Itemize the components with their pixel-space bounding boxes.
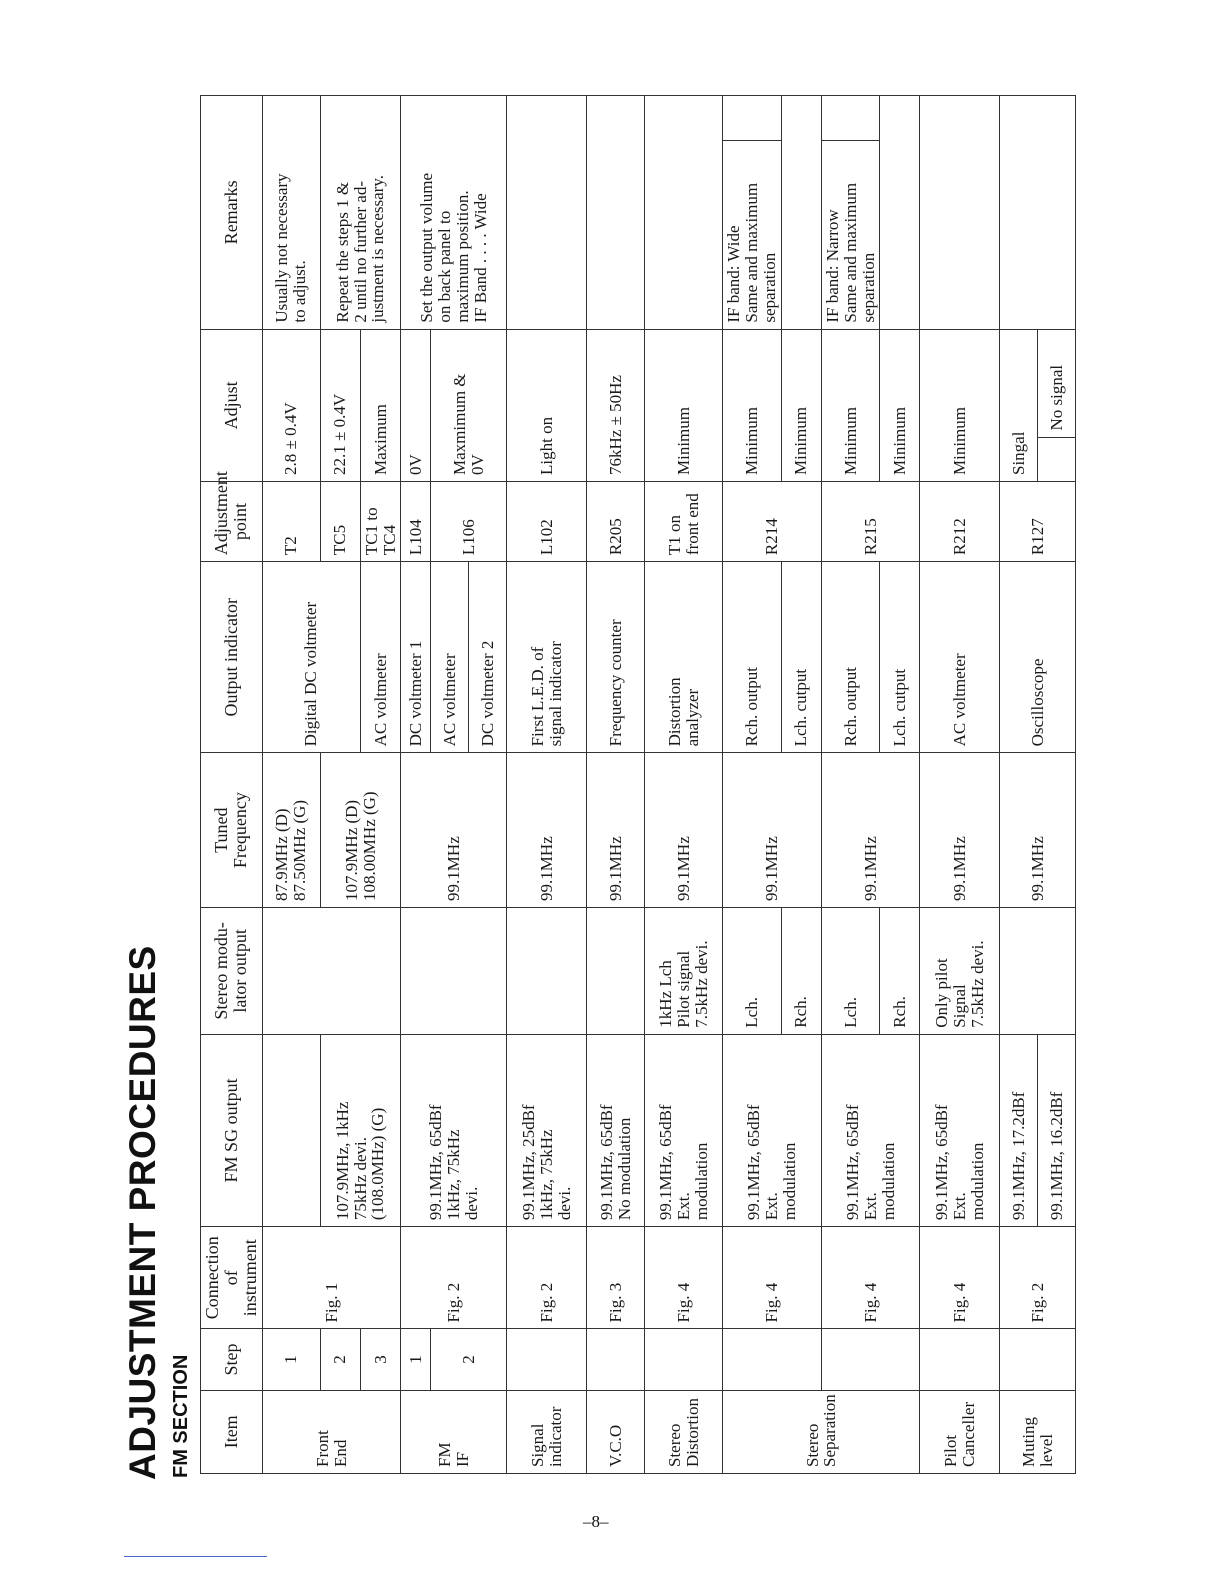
table-row [821, 96, 880, 1474]
adjust-cell: 0V [401, 329, 431, 481]
output-cell: Lch. cutput [781, 562, 821, 753]
connection-cell: Fig. 2 [401, 1227, 507, 1329]
fm-sg-cell: 99.1MHz, 16.2dBf [1038, 1034, 1076, 1226]
header-remarks: Remarks [201, 96, 263, 330]
fm-sg-cell: 99.1MHz, 65dBf Ext. modulation [821, 1034, 920, 1226]
page-title: ADJUSTMENT PROCEDURES [122, 945, 163, 1480]
adj-point-cell: L102 [507, 482, 587, 562]
step-cell [645, 1329, 723, 1390]
item-cell: Stereo Distortion [645, 1390, 723, 1473]
stereo-mod-cell: Rch. [781, 907, 821, 1034]
stereo-mod-cell [262, 907, 401, 1034]
fm-sg-cell: 99.1MHz, 65dBf 1kHz, 75kHz devi. [401, 1034, 507, 1226]
tuned-cell: 99.1MHz [821, 753, 920, 908]
output-cell: Lch. cutput [880, 562, 920, 753]
adjust-cell: No signal [1038, 329, 1076, 437]
tuned-cell: 99.1MHz [1000, 753, 1076, 908]
remarks-cell: Set the output volume on back panel to maximum position. IF Band . . . . Wide [401, 96, 507, 330]
output-cell: Digital DC voltmeter [262, 562, 360, 753]
output-cell: Rch. output [821, 562, 880, 753]
table-row [723, 96, 782, 1474]
stereo-mod-cell: Only pilot Signal 7.5kHz devi. [920, 907, 1000, 1034]
fm-sg-cell: 99.1MHz, 65dBf Ext. modulation [645, 1034, 723, 1226]
stereo-mod-cell [587, 907, 645, 1034]
table-row [262, 96, 320, 1474]
output-cell: Rch. output [723, 562, 782, 753]
step-cell [723, 1329, 822, 1390]
output-cell: DC voltmeter 2 [469, 562, 507, 753]
step-cell: 2 [431, 1329, 507, 1390]
connection-cell: Fig. 4 [723, 1227, 822, 1329]
output-cell: Frequency counter [587, 562, 645, 753]
fm-sg-cell: 107.9MHz, 1kHz 75kHz devi. (108.0MHz) (G) [320, 1034, 401, 1226]
section-title: FM SECTION [170, 1354, 192, 1478]
stereo-mod-cell [1000, 907, 1076, 1034]
header-stereo-mod: Stereo modu- lator output [201, 907, 263, 1034]
remarks-cell [880, 96, 920, 330]
step-cell: 2 [320, 1329, 360, 1390]
remarks-cell: IF band: Narrow Same and maximum separation [821, 140, 880, 329]
output-cell: Oscilloscope [1000, 562, 1076, 753]
tuned-cell: 99.1MHz [920, 753, 1000, 908]
item-cell: FM IF [401, 1390, 507, 1473]
step-cell [821, 1329, 920, 1390]
adj-point-cell: L104 [401, 482, 431, 562]
tuned-cell: 99.1MHz [507, 753, 587, 908]
footer-rule [124, 1556, 267, 1557]
adjust-cell: Light on [507, 329, 587, 481]
table-row [507, 96, 587, 1474]
adjust-cell: Singal [1000, 329, 1038, 481]
tuned-cell: 99.1MHz [723, 753, 822, 908]
header-output: Output indicator [201, 562, 263, 753]
connection-cell: Fig. 2 [1000, 1227, 1076, 1329]
output-cell: First L.E.D. of signal indicator [507, 562, 587, 753]
tuned-cell: 99.1MHz [401, 753, 507, 908]
adjust-cell: Minimum [880, 329, 920, 481]
remarks-cell [920, 96, 1000, 330]
adjust-cell: Minimum [723, 329, 782, 481]
adjust-cell: Minimum [920, 329, 1000, 481]
table-row [920, 96, 1000, 1474]
connection-cell: Fig. 1 [262, 1227, 401, 1329]
remarks-cell [781, 96, 821, 330]
remarks-cell: Repeat the steps 1 & 2 until no further ad- justment is necessary. [320, 96, 401, 330]
adj-point-cell: T1 on front end [645, 482, 723, 562]
header-row [201, 96, 263, 1474]
adjust-cell: 22.1 ± 0.4V [320, 329, 360, 481]
adjust-cell: Maximum [360, 329, 401, 481]
stereo-mod-cell: Lch. [821, 907, 880, 1034]
stereo-mod-cell: Lch. [723, 907, 782, 1034]
connection-cell: Fig. 4 [821, 1227, 920, 1329]
step-cell [1000, 1329, 1076, 1390]
adjust-cell: Maxmimum & 0V [431, 329, 507, 481]
fm-sg-cell: 99.1MHz, 17.2dBf [1000, 1034, 1038, 1226]
remarks-narrow-cell [821, 96, 880, 141]
stereo-mod-cell [507, 907, 587, 1034]
adj-point-cell: R212 [920, 482, 1000, 562]
adj-point-cell: TC5 [320, 482, 360, 562]
adjustment-table [200, 95, 1076, 1474]
page-number: –8– [583, 1512, 609, 1531]
remarks-cell [587, 96, 645, 330]
item-cell: Pilot Canceller [920, 1390, 1000, 1473]
adjust-cell: Minimum [821, 329, 880, 481]
tuned-cell: 107.9MHz (D) 108.00MHz (G) [320, 753, 401, 908]
item-cell: Muting level [1000, 1390, 1076, 1473]
header-connection: Connection of instrument [201, 1227, 263, 1329]
adj-point-cell: T2 [262, 482, 320, 562]
output-cell: AC voltmeter [920, 562, 1000, 753]
remarks-cell: Usually not necessary to adjust. [262, 96, 320, 330]
remarks-cell [507, 96, 587, 330]
adjust-cell: 2.8 ± 0.4V [262, 329, 320, 481]
header-tuned: Tuned Frequency [201, 753, 263, 908]
connection-cell: Fig. 3 [587, 1227, 645, 1329]
connection-cell: Fig. 4 [920, 1227, 1000, 1329]
adj-point-cell: R127 [1000, 482, 1076, 562]
stereo-mod-cell: Rch. [880, 907, 920, 1034]
adj-point-cell: R214 [723, 482, 822, 562]
table-row [645, 96, 723, 1474]
output-cell: AC voltmeter [431, 562, 469, 753]
adjust-cell: Minimum [781, 329, 821, 481]
item-cell: Stereo Separation [723, 1390, 920, 1473]
header-item: Item [201, 1390, 263, 1473]
adj-point-cell: TC1 to TC4 [360, 482, 401, 562]
remarks-cell: IF band: Wide Same and maximum separation [723, 140, 782, 329]
fm-sg-cell [262, 1034, 320, 1226]
tuned-cell: 87.9MHz (D) 87.50MHz (G) [262, 753, 320, 908]
table-row [1000, 96, 1038, 1474]
adj-point-cell: L106 [431, 482, 507, 562]
header-adjust: Adjust [201, 329, 263, 481]
fm-sg-cell: 99.1MHz, 65dBf Ext. modulation [920, 1034, 1000, 1226]
fm-sg-cell: 99.1MHz, 25dBf 1kHz, 75kHz devi. [507, 1034, 587, 1226]
fm-sg-cell: 99.1MHz, 65dBf No modulation [587, 1034, 645, 1226]
step-cell: 1 [262, 1329, 320, 1390]
tuned-cell: 99.1MHz [645, 753, 723, 908]
fm-sg-cell: 99.1MHz, 65dBf Ext. modulation [723, 1034, 822, 1226]
header-adj-point: Adjustment point [201, 482, 263, 562]
step-cell: 3 [360, 1329, 401, 1390]
header-step: Step [201, 1329, 263, 1390]
stereo-mod-cell [401, 907, 507, 1034]
output-cell: Distortion analyzer [645, 562, 723, 753]
step-cell [587, 1329, 645, 1390]
remarks-cell [1000, 96, 1076, 330]
adjust-spacer-cell [1038, 437, 1076, 481]
table-row [401, 96, 431, 1474]
item-cell: Signal indicator [507, 1390, 587, 1473]
output-cell: DC voltmeter 1 [401, 562, 431, 753]
item-cell: Front End [262, 1390, 401, 1473]
table-row [587, 96, 645, 1474]
remarks-cell [645, 96, 723, 330]
step-cell [507, 1329, 587, 1390]
adjust-cell: Minimum [645, 329, 723, 481]
remarks-narrow-cell [723, 96, 782, 141]
stereo-mod-cell: 1kHz Lch Pilot signal 7.5kHz devi. [645, 907, 723, 1034]
connection-cell: Fig. 2 [507, 1227, 587, 1329]
adjust-cell: 76kHz ± 50Hz [587, 329, 645, 481]
step-cell [920, 1329, 1000, 1390]
step-cell: 1 [401, 1329, 431, 1390]
connection-cell: Fig. 4 [645, 1227, 723, 1329]
tuned-cell: 99.1MHz [587, 753, 645, 908]
output-cell: AC voltmeter [360, 562, 401, 753]
adj-point-cell: R205 [587, 482, 645, 562]
adj-point-cell: R215 [821, 482, 920, 562]
item-cell: V.C.O [587, 1390, 645, 1473]
header-fm-sg: FM SG output [201, 1034, 263, 1226]
